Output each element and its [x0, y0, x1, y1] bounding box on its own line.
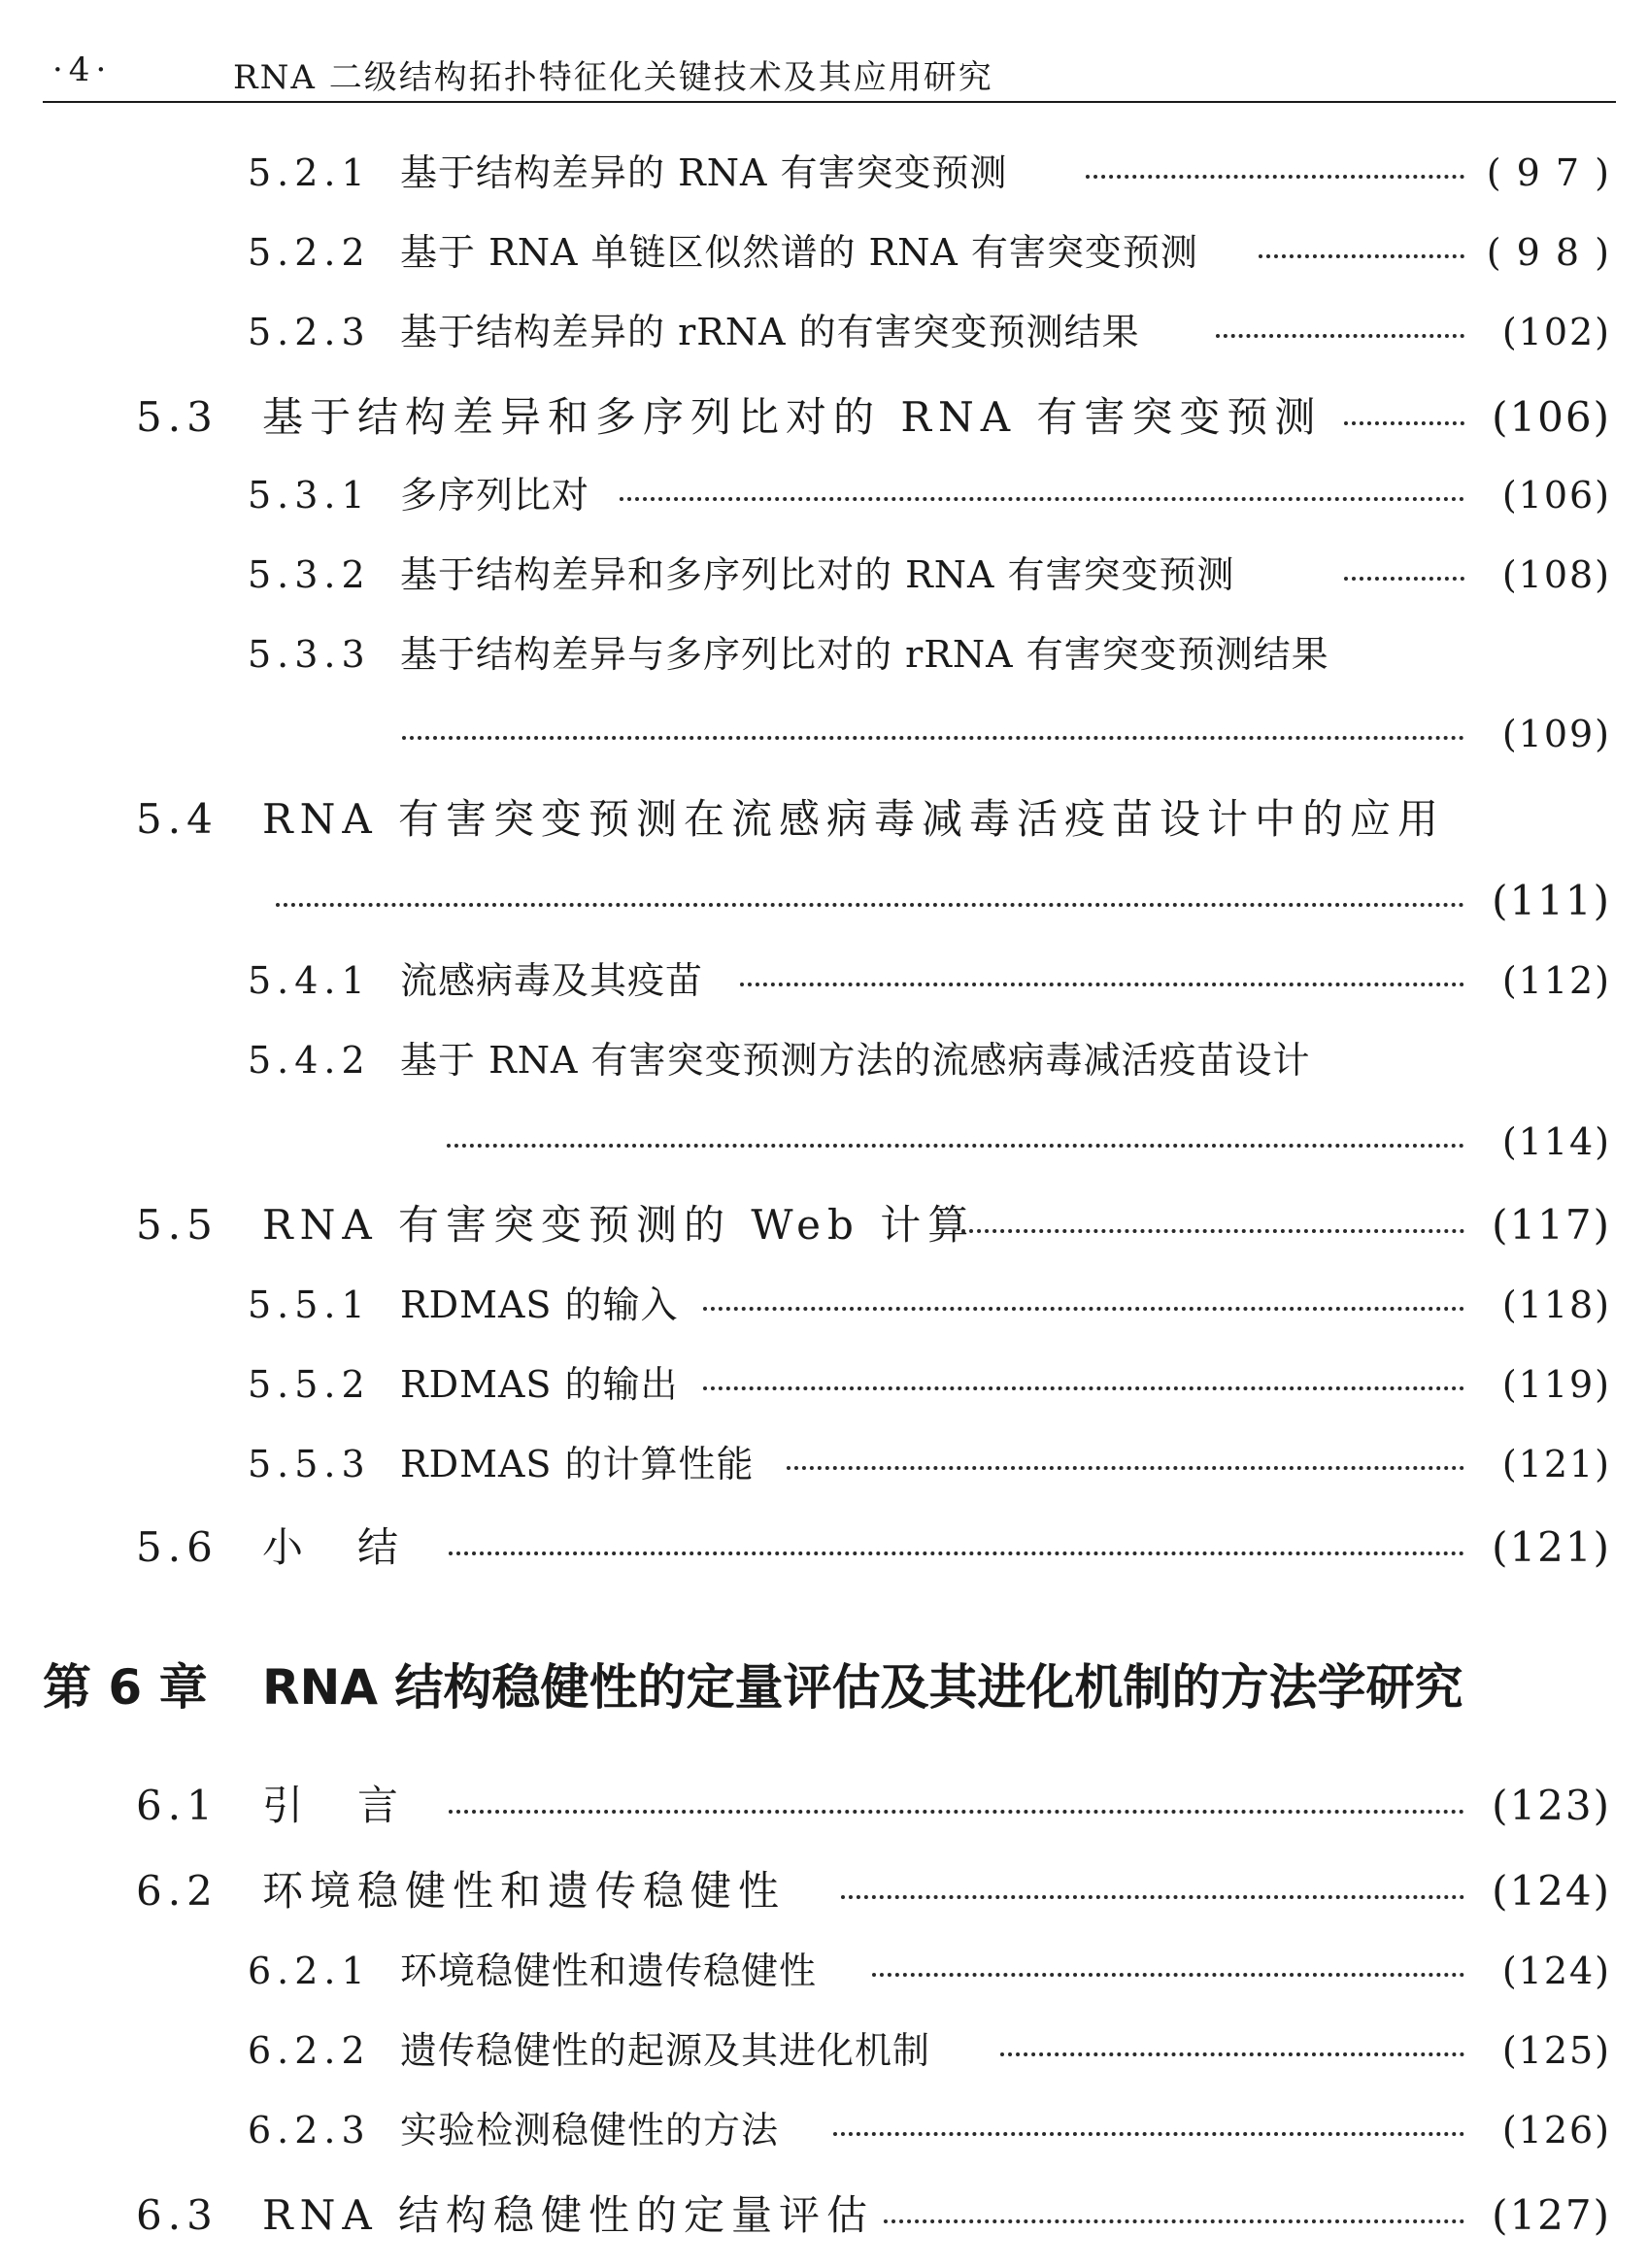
toc-entry[interactable] [0, 1033, 1648, 1087]
toc-entry-title: RDMAS 的输出 [400, 1363, 679, 1406]
toc-entry-title: RNA 有害突变预测的 Web 计算 [262, 1201, 976, 1249]
toc-entry-title: 基于 RNA 单链区似然谱的 RNA 有害突变预测 [400, 231, 1198, 274]
toc-entry-number: 5.2.2 [248, 231, 371, 274]
running-title: RNA 二级结构拓扑特征化关键技术及其应用研究 [233, 58, 993, 97]
toc-entry-title: 环境稳健性和遗传稳健性 [400, 1950, 818, 1992]
toc-entry-title: 流感病毒及其疫苗 [400, 959, 704, 1002]
toc-entry-number: 5.6 [136, 1523, 219, 1571]
toc-entry-number: 5.3.3 [248, 633, 371, 676]
toc-entry-page: (117) [1492, 1201, 1611, 1249]
dot-leader [740, 983, 1464, 986]
toc-entry-title: RDMAS 的计算性能 [400, 1443, 755, 1485]
toc-entry-page: (121) [1501, 1443, 1611, 1485]
toc-entry-page: ( 9 8 ) [1486, 231, 1611, 274]
toc-entry-page: (102) [1501, 311, 1611, 353]
dot-leader [703, 1386, 1464, 1390]
toc-entry-page: (109) [1501, 713, 1611, 755]
toc-entry-number: 5.2.1 [248, 151, 371, 194]
toc-entry-title: 多序列比对 [400, 474, 590, 517]
toc-entry-page: (125) [1501, 2029, 1611, 2072]
toc-entry[interactable] [0, 1357, 1648, 1412]
toc-entry-title: RDMAS 的输入 [400, 1284, 679, 1326]
toc-entry-number: 6.1 [136, 1782, 219, 1829]
toc-entry[interactable] [0, 1278, 1648, 1332]
toc-entry-page: (108) [1501, 553, 1611, 596]
dot-leader [447, 1144, 1464, 1148]
dot-leader [1086, 175, 1464, 179]
chapter-heading[interactable] [43, 1655, 1463, 1719]
toc-entry-title: RNA 有害突变预测在流感病毒减毒活疫苗设计中的应用 [262, 795, 1446, 843]
toc-entry-page: (112) [1501, 959, 1611, 1002]
toc-entry[interactable] [0, 2188, 1648, 2243]
toc-entry-page: (124) [1501, 1950, 1611, 1992]
toc-entry[interactable] [0, 548, 1648, 602]
toc-entry[interactable] [0, 390, 1648, 445]
toc-entry[interactable] [0, 792, 1648, 847]
toc-entry[interactable] [0, 2023, 1648, 2078]
toc-entry-number: 6.2.2 [248, 2029, 371, 2072]
toc-entry-title: RNA 结构稳健性的定量评估 [262, 2191, 875, 2239]
dot-leader [1344, 577, 1464, 581]
toc-entry[interactable] [0, 1198, 1648, 1252]
dot-leader [449, 1551, 1464, 1555]
toc-entry-page: (111) [1492, 877, 1611, 924]
toc-entry-continuation[interactable] [0, 707, 1648, 761]
toc-entry-page: (127) [1492, 2191, 1611, 2239]
running-header [43, 43, 1616, 103]
toc-entry-number: 5.3.1 [248, 474, 371, 517]
toc-entry-number: 5.4 [136, 795, 219, 843]
dot-leader [884, 2219, 1464, 2223]
chapter-title: RNA 结构稳健性的定量评估及其进化机制的方法学研究 [262, 1659, 1463, 1716]
toc-entry[interactable] [0, 627, 1648, 682]
toc-entry-number: 5.4.2 [248, 1039, 371, 1082]
toc-entry-page: (114) [1501, 1120, 1611, 1163]
toc-entry-title: 基于 RNA 有害突变预测方法的流感病毒减活疫苗设计 [400, 1039, 1311, 1082]
toc-entry[interactable] [0, 953, 1648, 1008]
toc-entry-number: 5.4.1 [248, 959, 371, 1002]
dot-leader [872, 1973, 1464, 1977]
toc-entry[interactable] [0, 1944, 1648, 1998]
toc-entry-title: 基于结构差异与多序列比对的 rRNA 有害突变预测结果 [400, 633, 1329, 676]
dot-leader [841, 1895, 1464, 1899]
toc-entry-page: (106) [1501, 474, 1611, 517]
dot-leader [787, 1466, 1464, 1470]
dot-leader [1259, 254, 1464, 258]
toc-entry-page: (106) [1492, 393, 1611, 441]
toc-entry-number: 6.2.3 [248, 2109, 371, 2151]
toc-entry-title: 基于结构差异的 RNA 有害突变预测 [400, 151, 1008, 194]
chapter-number: 第 6 章 [43, 1659, 208, 1716]
toc-entry-page: (123) [1492, 1782, 1611, 1829]
toc-entry-number: 5.3 [136, 393, 219, 441]
toc-entry-number: 5.5 [136, 1201, 219, 1249]
toc-entry-page: (119) [1501, 1363, 1611, 1406]
toc-entry-number: 6.3 [136, 2191, 219, 2239]
toc-entry-page: (126) [1501, 2109, 1611, 2151]
dot-leader [833, 2132, 1464, 2136]
dot-leader [1344, 421, 1464, 425]
toc-entry-number: 5.2.3 [248, 311, 371, 353]
toc-entry[interactable] [0, 146, 1648, 200]
toc-entry-number: 6.2.1 [248, 1950, 371, 1992]
toc-entry-page: (118) [1501, 1284, 1611, 1326]
toc-entry[interactable] [0, 305, 1648, 359]
toc-entry[interactable] [0, 1779, 1648, 1833]
dot-leader [1216, 334, 1464, 338]
toc-entry[interactable] [0, 225, 1648, 280]
toc-entry-number: 5.5.1 [248, 1284, 371, 1326]
toc-entry-title: 引 言 [262, 1782, 406, 1829]
toc-entry-title: 小 结 [262, 1523, 406, 1571]
dot-leader [1000, 2052, 1464, 2056]
toc-entry-number: 6.2 [136, 1867, 219, 1915]
toc-entry[interactable] [0, 1864, 1648, 1918]
toc-entry-number: 5.5.2 [248, 1363, 371, 1406]
toc-entry[interactable] [0, 468, 1648, 522]
toc-entry-title: 遗传稳健性的起源及其进化机制 [400, 2029, 931, 2072]
toc-entry[interactable] [0, 2103, 1648, 2157]
toc-entry-title: 基于结构差异和多序列比对的 RNA 有害突变预测 [400, 553, 1235, 596]
toc-entry-title: 基于结构差异的 rRNA 的有害突变预测结果 [400, 311, 1140, 353]
toc-entry-title: 实验检测稳健性的方法 [400, 2109, 780, 2151]
dot-leader [961, 1229, 1464, 1233]
toc-entry-page: ( 9 7 ) [1486, 151, 1611, 194]
toc-entry-number: 5.5.3 [248, 1443, 371, 1485]
dot-leader [703, 1307, 1464, 1311]
toc-entry-page: (121) [1492, 1523, 1611, 1571]
toc-entry-title: 基于结构差异和多序列比对的 RNA 有害突变预测 [262, 393, 1323, 441]
dot-leader [402, 736, 1464, 740]
dot-leader [276, 903, 1464, 907]
dot-leader [449, 1810, 1464, 1814]
toc-entry[interactable] [0, 1437, 1648, 1491]
page-number: ·4· [52, 50, 113, 89]
toc-entry-continuation[interactable] [0, 1115, 1648, 1169]
dot-leader [620, 497, 1464, 501]
toc-entry-continuation[interactable] [0, 874, 1648, 928]
toc-entry[interactable] [0, 1520, 1648, 1575]
toc-entry-number: 5.3.2 [248, 553, 371, 596]
toc-entry-page: (124) [1492, 1867, 1611, 1915]
toc-entry-title: 环境稳健性和遗传稳健性 [262, 1867, 787, 1915]
